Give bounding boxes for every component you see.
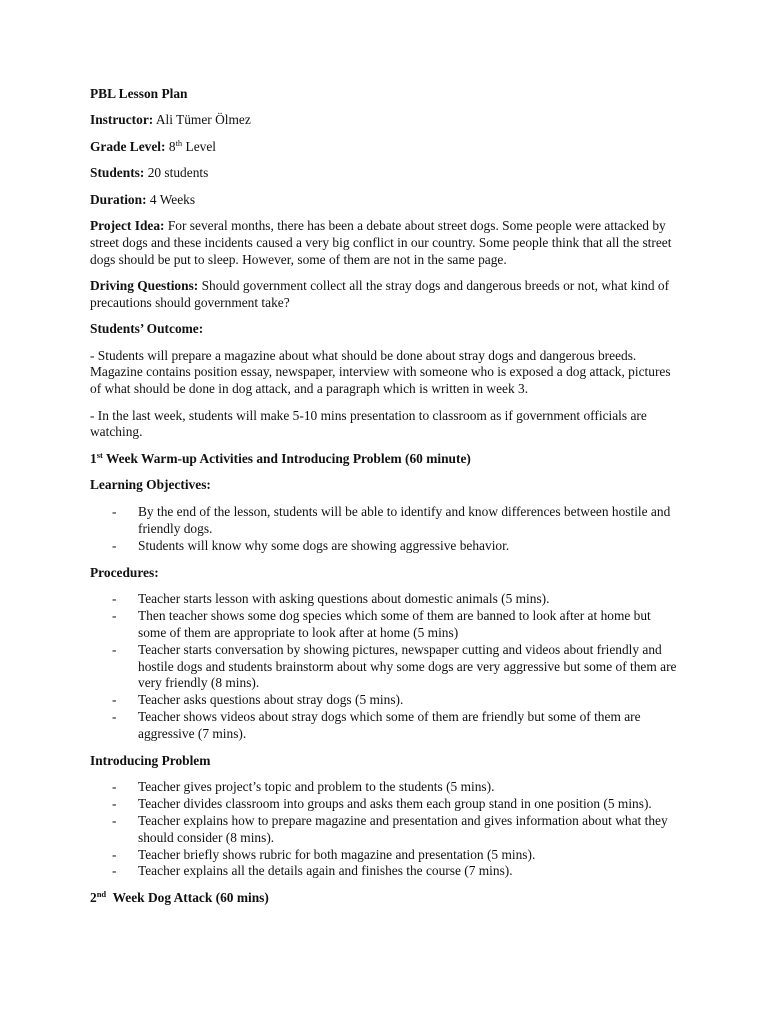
introducing-problem-list <box>90 779 682 880</box>
procedures-list <box>90 591 682 742</box>
duration-value: 4 Weeks <box>149 191 196 207</box>
list-item: - Teacher gives project’s topic and problem to the students (5 mins). <box>112 779 495 795</box>
project-idea <box>90 218 682 268</box>
driving-questions-label: Driving Questions: <box>90 277 199 293</box>
list-item: - Teacher explains all the details again and finishes the course (7 mins). <box>112 863 513 879</box>
list-item: - Teacher starts lesson with asking questions about domestic animals (5 mins). <box>112 591 550 607</box>
list-item: - Teacher divides classroom into groups and asks them each group stand in one position (5 mins). <box>112 796 652 812</box>
list-marker: - <box>112 537 117 553</box>
students-outcome-heading: Students’ Outcome: <box>90 321 204 337</box>
instructor-label: Instructor: <box>90 112 154 128</box>
outcome-paragraph-1: - Students will prepare a magazine about what should be done about stray dogs and dangerous breeds. Magazine contains position essay, newspaper, interview with someone who is exposed a dog attack, pictures of what should be done in dog attack, and a paragraph which is written in week 3. <box>90 347 671 397</box>
learning-objectives-list <box>90 504 682 554</box>
grade-level-line <box>90 139 682 156</box>
students-line <box>90 165 682 182</box>
list-marker: - <box>112 591 117 607</box>
week2-heading <box>90 890 682 907</box>
list-item: - Teacher shows videos about stray dogs which some of them are friendly but some of them are aggressive (7 mins). <box>112 709 641 741</box>
grade-level-word: Level <box>182 138 217 154</box>
week1-heading <box>90 451 682 468</box>
list-marker: - <box>112 796 117 812</box>
procedures-heading: Procedures: <box>90 564 159 580</box>
duration-line <box>90 192 682 209</box>
students-value: 20 students <box>147 165 209 181</box>
list-marker: - <box>112 709 117 725</box>
learning-objectives-heading: Learning Objectives: <box>90 477 211 493</box>
grade-level-suffix: th <box>175 137 183 148</box>
week2-title: Week Dog Attack (60 mins) <box>106 890 269 906</box>
list-item: - Students will know why some dogs are showing aggressive behavior. <box>112 537 510 553</box>
list-marker: - <box>112 779 117 795</box>
list-marker: - <box>112 813 117 829</box>
list-item: - Then teacher shows some dog species which some of them are banned to look after at home but some of them are appropriate to look after at home (5 mins) <box>112 608 651 641</box>
list-marker: - <box>112 641 117 657</box>
grade-level-label: Grade Level: <box>90 138 166 154</box>
list-item: - Teacher briefly shows rubric for both magazine and presentation (5 mins). <box>112 846 536 862</box>
week2-number: 2 <box>90 890 97 906</box>
driving-questions <box>90 278 682 312</box>
list-marker: - <box>112 608 117 624</box>
outcome-paragraph-2: - In the last week, students will make 5-10 mins presentation to classroom as if government officials are watching. <box>90 407 647 440</box>
duration-label: Duration: <box>90 191 147 207</box>
week1-number: 1 <box>90 450 97 466</box>
list-item: - Teacher starts conversation by showing pictures, newspaper cutting and videos about friendly and hostile dogs and students brainstorm about why some dogs are very aggressive but some of them are very friendly (8 mins). <box>112 641 677 691</box>
list-item: - Teacher asks questions about stray dogs (5 mins). <box>112 692 404 708</box>
week1-title: Week Warm-up Activities and Introducing Problem (60 minute) <box>102 450 471 466</box>
week2-suffix: nd <box>96 889 107 900</box>
document-page <box>90 86 682 917</box>
instructor-value: Ali Tümer Ölmez <box>155 112 251 128</box>
list-marker: - <box>112 504 117 520</box>
document-title: PBL Lesson Plan <box>90 86 188 101</box>
list-marker: - <box>112 863 117 879</box>
project-idea-label: Project Idea: <box>90 217 165 233</box>
list-marker: - <box>112 846 117 862</box>
students-label: Students: <box>90 165 145 181</box>
driving-questions-text: Should government collect all the stray dogs and dangerous breeds or not, what kind of precautions should government take? <box>90 277 670 310</box>
project-idea-text: For several months, there has been a debate about street dogs. Some people were attacked by street dogs and these incidents caused a very big conflict in our country. Some people think that all the street dogs should be put to sleep. However, some of them are not in the same page. <box>90 217 672 267</box>
list-item: - By the end of the lesson, students will be able to identify and know differences between hostile and friendly dogs. <box>112 504 671 537</box>
grade-level-number: 8 <box>168 138 176 154</box>
introducing-problem-heading: Introducing Problem <box>90 752 211 768</box>
instructor-line <box>90 112 682 129</box>
week1-suffix: st <box>96 449 103 460</box>
list-marker: - <box>112 692 117 708</box>
list-item: - Teacher explains how to prepare magazine and presentation and gives information about what they should consider (8 mins). <box>112 813 668 845</box>
